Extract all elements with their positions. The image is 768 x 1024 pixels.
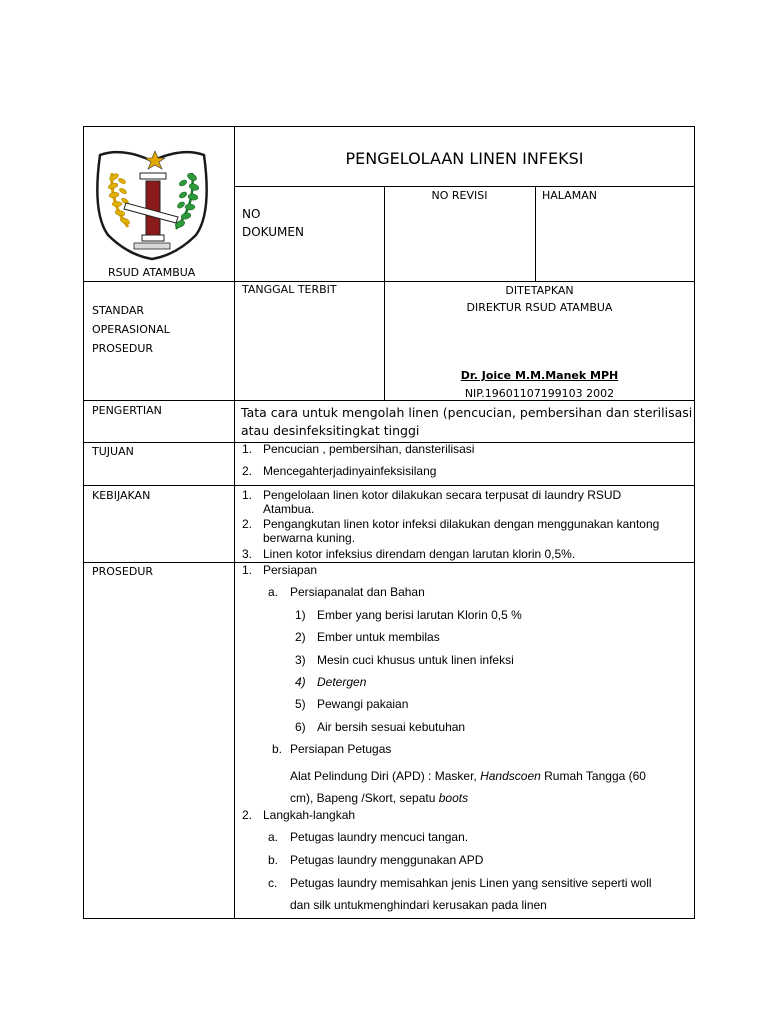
kebijakan-line: Pengelolaan linen kotor dilakukan secara terpusat di laundry RSUD [263, 488, 622, 502]
langkah-text: Petugas laundry mencuci tangan. [290, 830, 469, 844]
tool-item-text: Pewangi pakaian [317, 697, 409, 711]
pengertian-line-2: atau desinfeksitingkat tinggi [241, 423, 420, 438]
tujuan-item-text: Pencucian , pembersihan, dansterilisasi [263, 442, 475, 456]
no-dokumen-label [242, 207, 304, 240]
sop-label-line-2: OPERASIONAL [92, 323, 170, 336]
tanggal-terbit-label: TANGGAL TERBIT [242, 283, 337, 296]
tool-item-text: Mesin cuci khusus untuk linen infeksi [317, 653, 514, 667]
row-divider-title [234, 186, 695, 187]
table-border-bottom [83, 918, 695, 919]
kebijakan-item-number: 2. [242, 517, 253, 531]
row-divider-tujuan [83, 485, 695, 486]
prosedur-substep-number: b. [272, 742, 283, 756]
tujuan-item-number: 2. [242, 464, 253, 478]
prosedur-substep-title: Persiapan Petugas [290, 742, 392, 756]
table-border-left [83, 126, 84, 919]
prosedur-step-title: Langkah-langkah [263, 808, 356, 822]
no-dokumen-label-line-1: NO [242, 207, 261, 221]
tool-item-text: Air bersih sesuai kebutuhan [317, 720, 466, 734]
kebijakan-line: berwarna kuning. [263, 531, 356, 545]
apd-line-2 [290, 787, 688, 809]
tujuan-item [242, 464, 252, 478]
row-divider-kebijakan [83, 562, 695, 563]
kebijakan-line: Pengangkutan linen kotor infeksi dilakukan dengan menggunakan kantong [263, 517, 660, 531]
apd-description [290, 765, 688, 809]
langkah-number: c. [268, 876, 278, 890]
prosedur-substep-number: a. [268, 585, 279, 599]
tool-item-number [295, 675, 306, 689]
table-col-divider [234, 126, 235, 919]
prosedur-label: PROSEDUR [92, 565, 154, 578]
hospital-logo [92, 143, 212, 261]
apd-line-1-text [290, 765, 646, 787]
tool-item-number-italic: 4) [295, 675, 306, 689]
ditetapkan-label: DITETAPKAN [505, 284, 574, 297]
tujuan-label: TUJUAN [92, 445, 134, 458]
tool-item-text-italic: Detergen [317, 675, 367, 689]
document-title: PENGELOLAAN LINEN INFEKSI [345, 149, 584, 168]
apd-text-3: cm), Bapeng /Skort, sepatu [290, 791, 439, 805]
kebijakan-item-text [263, 517, 659, 545]
row-divider-logo [83, 281, 695, 282]
apd-text-italic: Handscoen [480, 769, 541, 783]
kebijakan-item-number: 1. [242, 488, 253, 502]
sop-label [92, 301, 170, 358]
signer-name-text: Dr. Joice M.M.Manek MPH [460, 369, 619, 382]
kebijakan-item-number: 3. [242, 547, 253, 561]
langkah-text-continued: dan silk untukmenghindari kerusakan pada linen [290, 898, 547, 912]
no-dokumen-label-line-2: DOKUMEN [242, 225, 304, 239]
kebijakan-item [242, 547, 252, 561]
logo-caption: RSUD ATAMBUA [108, 266, 196, 279]
prosedur-step-title: Persiapan [263, 563, 318, 577]
tool-item-number: 1) [295, 608, 306, 622]
apd-line-1 [290, 765, 688, 787]
hospital-emblem-icon [92, 143, 212, 261]
langkah-text: Petugas laundry menggunakan APD [290, 853, 484, 867]
kebijakan-item-text [263, 488, 621, 516]
tool-item-number: 2) [295, 630, 306, 644]
apd-text-italic-2: boots [438, 791, 469, 805]
pengertian-text [241, 404, 691, 440]
prosedur-step-number: 2. [242, 808, 253, 822]
tool-item-text [317, 675, 366, 689]
kebijakan-item [242, 488, 252, 502]
kebijakan-line: Atambua. [263, 502, 315, 516]
table-border-right [694, 126, 695, 919]
tujuan-item-number: 1. [242, 442, 253, 456]
kebijakan-item [242, 517, 252, 531]
pengertian-line-1: Tata cara untuk mengolah linen (pencucian, pembersihan dan sterilisasi [241, 405, 693, 420]
tujuan-item-text: Mencegahterjadinyainfeksisilang [263, 464, 437, 478]
langkah-text: Petugas laundry memisahkan jenis Linen yang sensitive seperti woll [290, 876, 652, 890]
halaman-label: HALAMAN [542, 189, 597, 202]
no-revisi-label: NO REVISI [431, 189, 488, 202]
tool-item-number: 3) [295, 653, 306, 667]
prosedur-substep-title: Persiapanalat dan Bahan [290, 585, 425, 599]
table-border-top [83, 126, 695, 127]
tool-item-text: Ember untuk membilas [317, 630, 440, 644]
tool-item-number: 6) [295, 720, 306, 734]
tujuan-item [242, 442, 252, 456]
tool-item-number: 5) [295, 697, 306, 711]
direktur-label: DIREKTUR RSUD ATAMBUA [466, 301, 613, 314]
signer-name [384, 369, 695, 383]
apd-text-1: Alat Pelindung Diri (APD) : Masker, [290, 769, 481, 783]
col-divider-halaman [535, 186, 536, 281]
prosedur-step-number: 1. [242, 563, 253, 577]
sop-label-line-3: PROSEDUR [92, 342, 154, 355]
tool-item-text: Ember yang berisi larutan Klorin 0,5 % [317, 608, 522, 622]
apd-text-2: Rumah Tangga (60 [540, 769, 646, 783]
kebijakan-item-text: Linen kotor infeksius direndam dengan larutan klorin 0,5%. [263, 547, 576, 561]
pengertian-label: PENGERTIAN [92, 404, 162, 417]
langkah-number: b. [268, 853, 279, 867]
kebijakan-label: KEBIJAKAN [92, 489, 151, 502]
signer-nip: NIP.19601107199103 2002 [464, 387, 615, 400]
sop-label-line-1: STANDAR [92, 304, 145, 317]
langkah-number: a. [268, 830, 279, 844]
